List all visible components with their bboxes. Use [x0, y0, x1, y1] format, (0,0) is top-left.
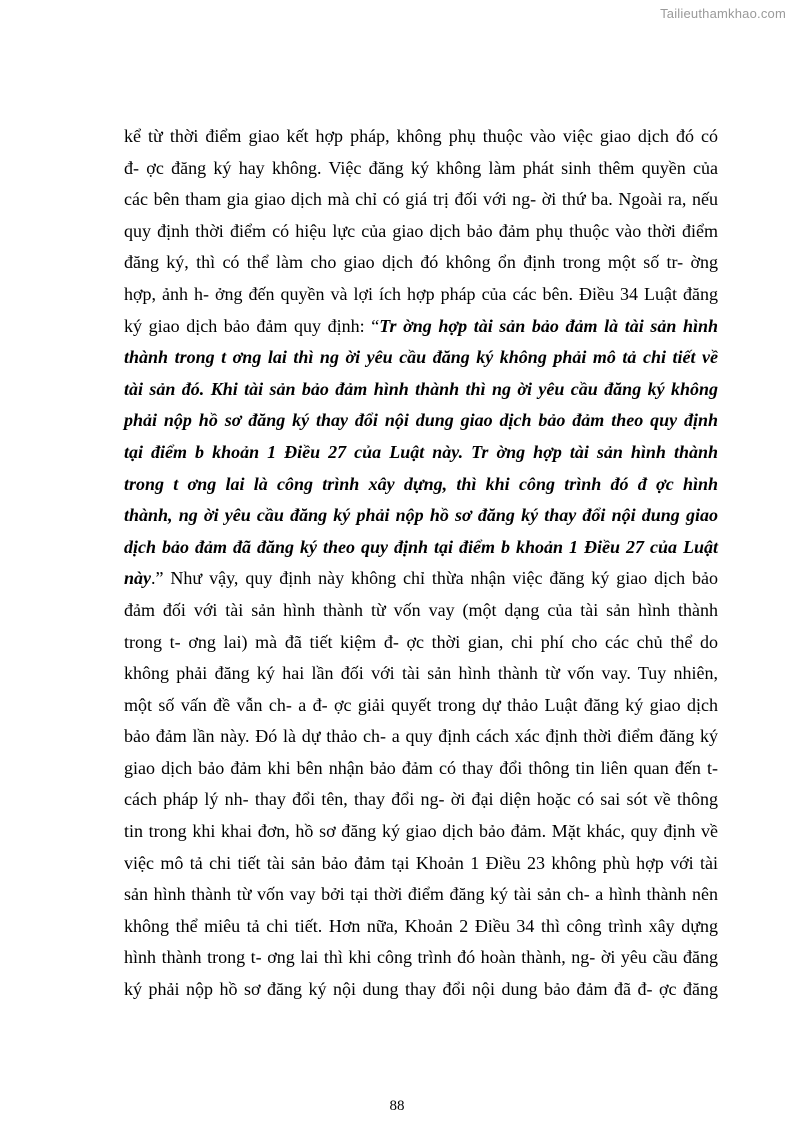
page-number: 88: [389, 1098, 405, 1114]
text-line: giao dịch bảo đảm khi bên nhận bảo đảm có thay đổi thông tin liên quan đến t-: [124, 757, 718, 778]
text-line: cách pháp lý nh- thay đổi tên, thay đổi ng- ời đại diện hoặc có sai sót về thông: [124, 789, 718, 810]
text-run: .” Như vậy, quy định này không chỉ thừa nhận việc đăng ký giao dịch bảo: [151, 568, 718, 589]
text-line: sản hình thành từ vốn vay bởi tại thời điểm đăng ký tài sản ch- a hình thành nên: [124, 884, 718, 905]
text-line: tin trong khi khai đơn, hồ sơ đăng ký giao dịch bảo đảm. Mặt khác, quy định về: [124, 821, 718, 842]
quoted-provision-line: thành, ng ời yêu cầu đăng ký phải nộp hồ sơ đăng ký thay đổi nội dung giao: [124, 505, 718, 526]
text-line: không phải đăng ký hai lần đối với tài sản hình thành từ vốn vay. Tuy nhiên,: [124, 663, 718, 684]
quoted-provision-text: này: [124, 568, 151, 589]
text-line: hợp, ảnh h- ởng đến quyền và lợi ích hợp pháp của các bên. Điều 34 Luật đăng: [124, 283, 718, 304]
quoted-provision-line: tài sản đó. Khi tài sản bảo đảm hình thành thì ng ời yêu cầu đăng ký không: [124, 378, 718, 399]
text-line: các bên tham gia giao dịch mà chỉ có giá trị đối với ng- ời thứ ba. Ngoài ra, nếu: [124, 189, 718, 210]
text-line: hình thành trong t- ơng lai thì khi công trình đó hoàn thành, ng- ời yêu cầu đăng: [124, 947, 718, 968]
text-line: [124, 311, 718, 343]
text-line: việc mô tả chi tiết tài sản bảo đảm tại Khoản 1 Điều 23 không phù hợp với tài: [124, 852, 718, 873]
text-line: đăng ký, thì có thể làm cho giao dịch đó không ổn định trong một số tr- ờng: [124, 252, 718, 273]
text-line: đảm đối với tài sản hình thành từ vốn vay (một dạng của tài sản hình thành: [124, 599, 718, 620]
text-line: không thể miêu tả chi tiết. Hơn nữa, Khoản 2 Điều 34 thì công trình xây dựng: [124, 915, 718, 936]
text-line: trong t- ơng lai) mà đã tiết kiệm đ- ợc thời gian, chi phí cho các chủ thể do: [124, 631, 718, 652]
text-line: kể từ thời điểm giao kết hợp pháp, không phụ thuộc vào việc giao dịch đó có: [124, 126, 718, 146]
document-body: [124, 121, 718, 1006]
text-run: ký giao dịch bảo đảm quy định: “: [124, 315, 380, 336]
text-line: một số vấn đề vẫn ch- a đ- ợc giải quyết trong dự thảo Luật đăng ký giao dịch: [124, 694, 718, 715]
quoted-provision-line: tại điểm b khoản 1 Điều 27 của Luật này. Tr ờng hợp tài sản hình thành: [124, 441, 718, 462]
quoted-provision-line: dịch bảo đảm đã đăng ký theo quy định tại điểm b khoản 1 Điều 27 của Luật: [124, 536, 718, 557]
text-line: ký phải nộp hồ sơ đăng ký nội dung thay đổi nội dung bảo đảm đã đ- ợc đăng: [124, 979, 718, 1000]
quoted-provision-text: Tr ờng hợp tài sản bảo đảm là tài sản hình: [379, 315, 719, 336]
quoted-provision-line: thành trong t ơng lai thì ng ời yêu cầu đăng ký không phải mô tả chi tiết về: [124, 347, 718, 368]
text-line: đ- ợc đăng ký hay không. Việc đăng ký không làm phát sinh thêm quyền của: [124, 157, 718, 178]
text-line: [124, 563, 718, 595]
text-line: bảo đảm lần này. Đó là dự thảo ch- a quy định cách xác định thời điểm đăng ký: [124, 726, 718, 747]
watermark-text: Tailieuthamkhao.com: [660, 6, 786, 21]
text-line: quy định thời điểm có hiệu lực của giao dịch bảo đảm phụ thuộc vào thời điểm: [124, 220, 718, 241]
quoted-provision-line: phải nộp hồ sơ đăng ký thay đổi nội dung giao dịch bảo đảm theo quy định: [124, 410, 718, 431]
quoted-provision-line: trong t ơng lai là công trình xây dựng, thì khi công trình đó đ ợc hình: [124, 473, 718, 494]
